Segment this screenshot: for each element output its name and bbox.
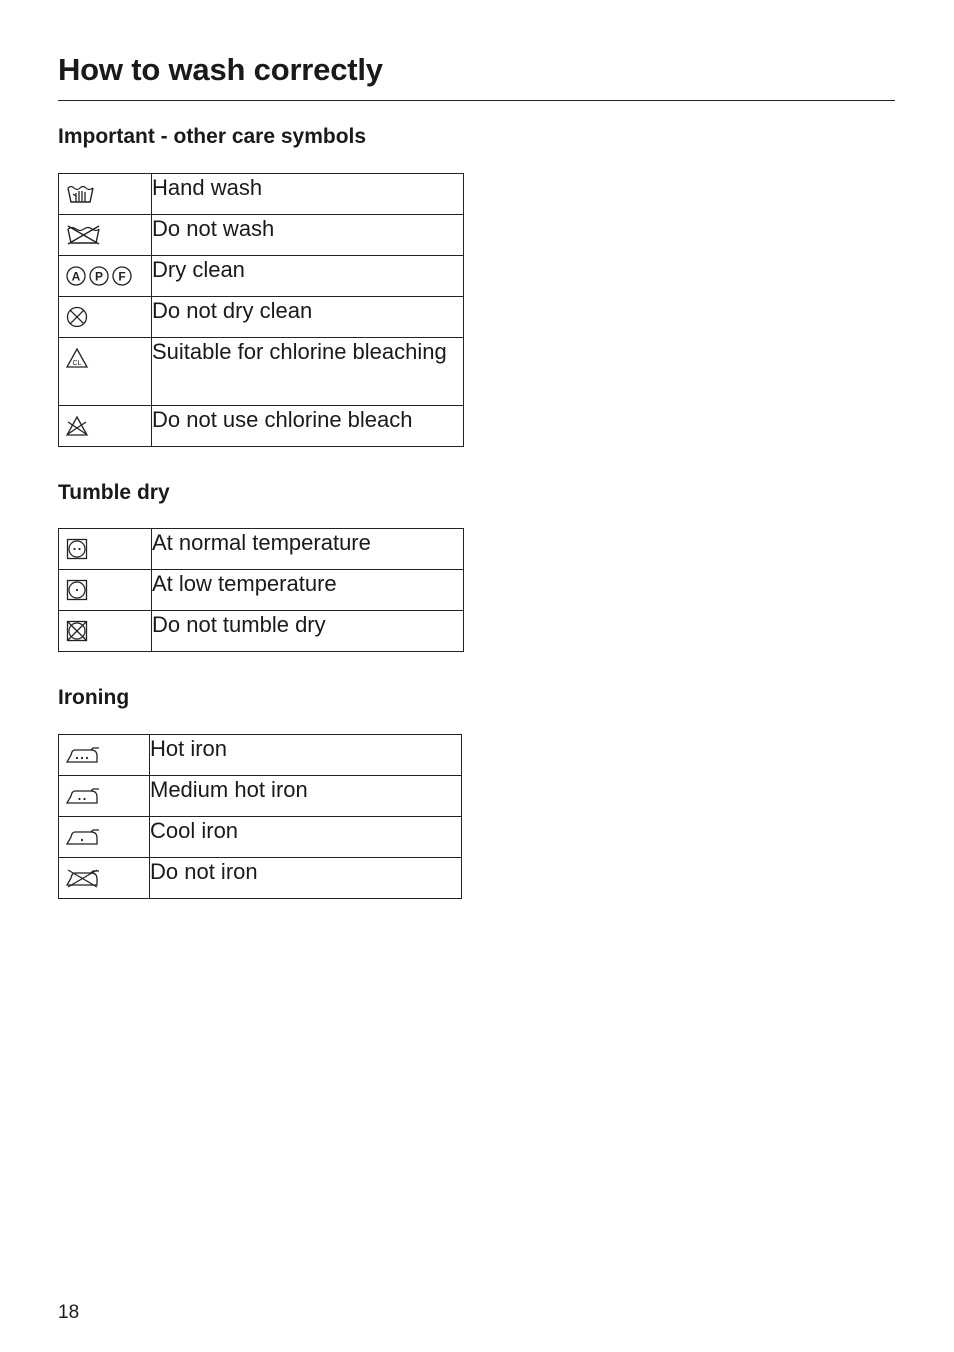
do-not-dry-clean-icon <box>66 306 90 328</box>
ironing-heading: Ironing <box>58 686 130 709</box>
list-item: Hand wash <box>152 174 464 215</box>
ironing-table <box>58 734 462 899</box>
dry-clean-letter-p: P <box>94 269 104 284</box>
table-row <box>59 174 464 215</box>
table-row <box>59 735 462 776</box>
hot-iron-icon <box>66 744 100 766</box>
do-not-tumble-dry-icon <box>66 620 90 642</box>
tumble-dry-table <box>58 528 464 652</box>
page-title: How to wash correctly <box>58 52 383 87</box>
list-item: Cool iron <box>150 817 462 858</box>
no-chlorine-bleach-icon <box>66 415 90 437</box>
table-row <box>59 570 464 611</box>
table-row <box>59 215 464 256</box>
table-row <box>59 611 464 652</box>
table-row <box>59 338 464 406</box>
table-row <box>59 406 464 447</box>
list-item: Dry clean <box>152 256 464 297</box>
table-row <box>59 297 464 338</box>
chlorine-bleach-icon <box>66 347 90 369</box>
page-number: 18 <box>58 1302 80 1323</box>
tumble-dry-normal-icon <box>66 538 90 560</box>
list-item: At low temperature <box>152 570 464 611</box>
tumble-dry-low-icon <box>66 579 90 601</box>
table-row <box>59 776 462 817</box>
care-symbols-table <box>58 173 464 447</box>
tumble-dry-heading: Tumble dry <box>58 481 170 504</box>
chlorine-icon-text: CL <box>72 360 82 367</box>
cool-iron-icon <box>66 826 100 848</box>
do-not-iron-icon <box>66 867 100 889</box>
list-item: At normal temperature <box>152 529 464 570</box>
medium-hot-iron-icon <box>66 785 100 807</box>
table-row <box>59 529 464 570</box>
dry-clean-letter-a: A <box>71 269 81 284</box>
list-item: Do not dry clean <box>152 297 464 338</box>
list-item: Do not tumble dry <box>152 611 464 652</box>
list-item: Do not use chlorine bleach <box>152 406 464 447</box>
do-not-wash-icon <box>66 224 102 246</box>
list-item: Hot iron <box>150 735 462 776</box>
title-divider <box>58 100 895 101</box>
care-symbols-heading: Important - other care symbols <box>58 125 367 148</box>
dry-clean-apf-icon <box>66 265 134 287</box>
list-item: Suitable for chlorine bleaching <box>152 338 464 406</box>
table-row <box>59 858 462 899</box>
list-item: Medium hot iron <box>150 776 462 817</box>
table-row <box>59 256 464 297</box>
list-item: Do not iron <box>150 858 462 899</box>
table-row <box>59 817 462 858</box>
hand-wash-icon <box>66 183 96 205</box>
dry-clean-letter-f: F <box>118 269 126 284</box>
list-item: Do not wash <box>152 215 464 256</box>
